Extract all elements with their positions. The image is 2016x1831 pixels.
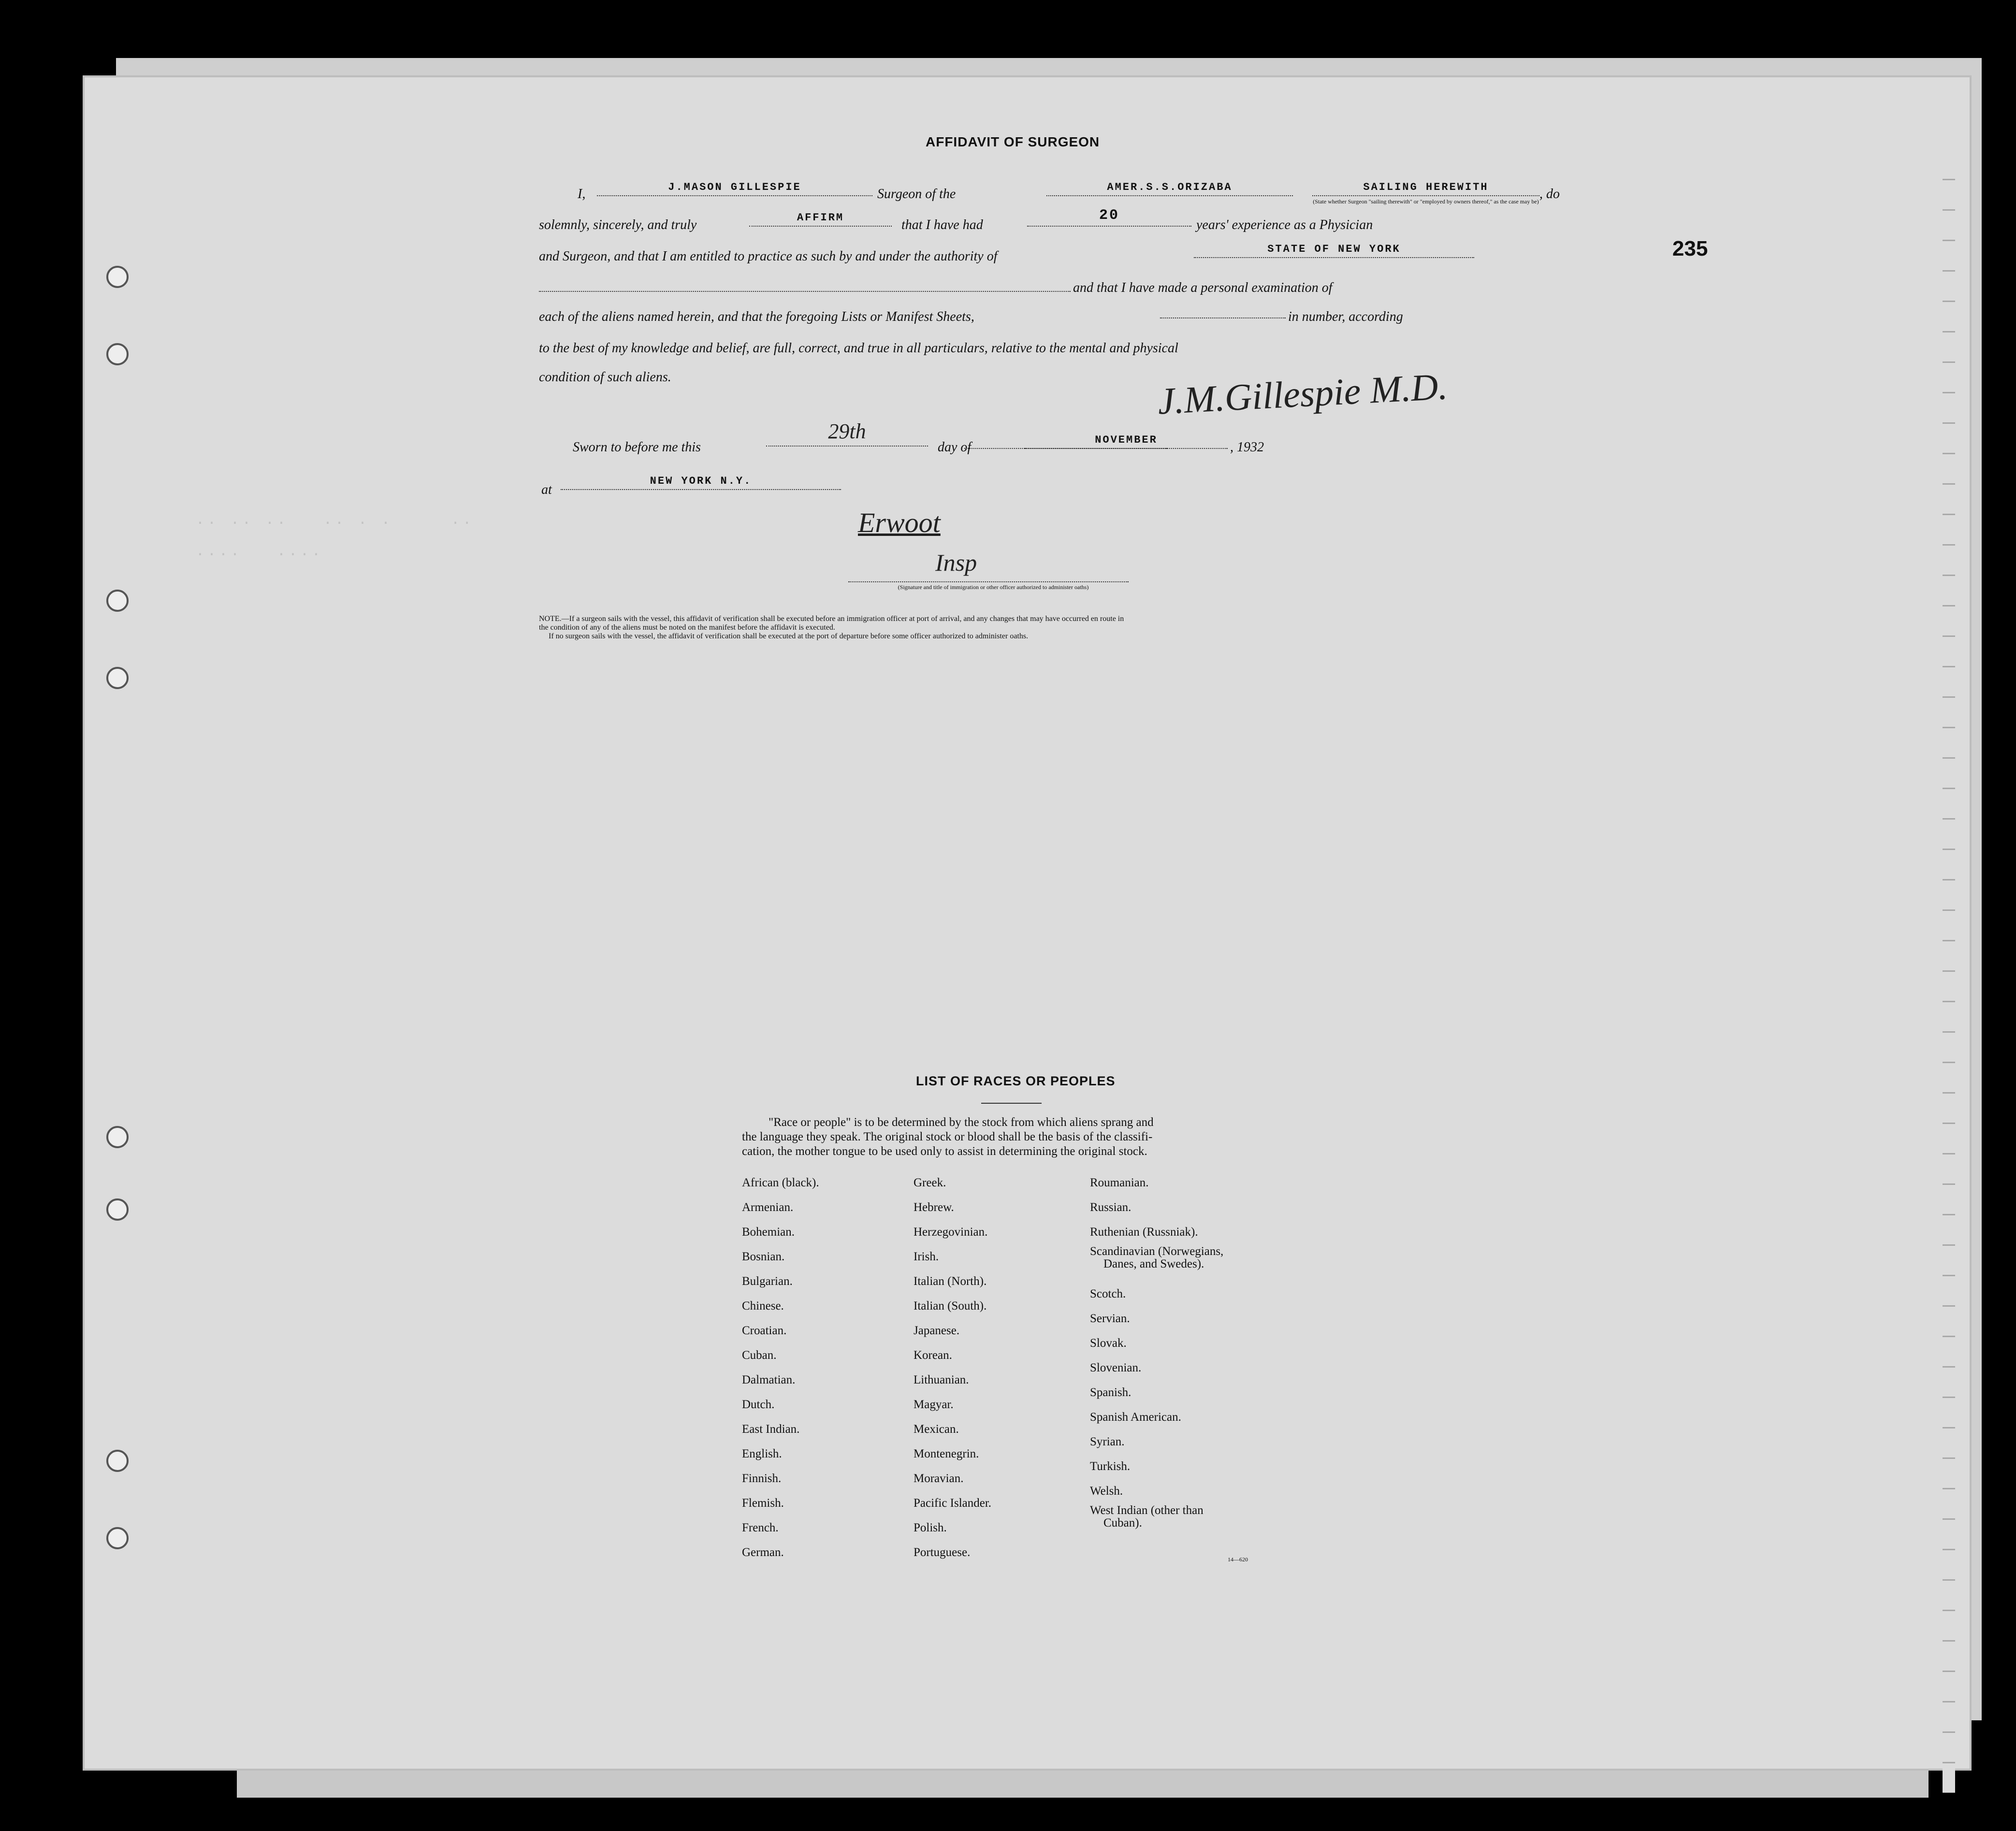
surgeon-signature: J.M.Gillespie M.D. [1157, 365, 1449, 422]
binder-hole [106, 1450, 129, 1472]
race-item: Chinese. [742, 1299, 784, 1312]
affidavit-title: AFFIDAVIT OF SURGEON [926, 134, 1100, 149]
race-item: French. [742, 1521, 779, 1534]
race-item: Moravian. [914, 1472, 964, 1485]
race-item: Servian. [1090, 1312, 1130, 1325]
race-item: Spanish. [1090, 1386, 1131, 1399]
race-item: Cuban. [742, 1349, 777, 1362]
binder-hole [106, 343, 129, 365]
race-item: Montenegrin. [914, 1447, 979, 1460]
text-surgeon-of: Surgeon of the [877, 187, 956, 202]
race-item: Slovak. [1090, 1337, 1127, 1350]
sheets-count-field [1160, 301, 1286, 318]
race-item: Armenian. [742, 1201, 794, 1214]
place-field: NEW YORK N.Y. [561, 473, 841, 490]
surgeon-name-field: J.MASON GILLESPIE [597, 179, 872, 196]
text-and-surgeon: and Surgeon, and that I am entitled to practice as such by and under the authority of [539, 249, 998, 264]
affidavit-note [539, 615, 1568, 641]
binder-hole [106, 667, 129, 689]
race-item: Bohemian. [742, 1225, 795, 1239]
race-item: Welsh. [1090, 1485, 1123, 1498]
text-day-of: day of [938, 440, 972, 455]
race-item: Turkish. [1090, 1460, 1131, 1473]
race-item: Bulgarian. [742, 1275, 793, 1288]
bleed-through-text: .... .... [196, 544, 324, 560]
races-title: LIST OF RACES OR PEOPLES [916, 1074, 1116, 1088]
affirm-field: AFFIRM [749, 209, 892, 227]
text-condition: condition of such aliens. [539, 370, 671, 385]
race-item: East Indian. [742, 1423, 800, 1436]
races-column-1 [742, 1170, 819, 1565]
binder-hole [106, 1126, 129, 1148]
race-item: Roumanian. [1090, 1176, 1149, 1189]
race-item: Irish. [914, 1250, 939, 1263]
race-item: Spanish American. [1090, 1411, 1181, 1424]
text-each-of-aliens: each of the aliens named herein, and that the foregoing Lists or Manifest Sheets, [539, 309, 974, 324]
race-item: Polish. [914, 1521, 947, 1534]
races-intro-line: "Race or people" is to be determined by the stock from which aliens sprang and [769, 1116, 1154, 1129]
text-at: at [541, 482, 552, 497]
text-in-number: in number, according [1288, 309, 1403, 324]
race-item: Slovenian. [1090, 1361, 1142, 1374]
race-item: Japanese. [914, 1324, 960, 1337]
race-item: German. [742, 1546, 784, 1559]
race-item: Russian. [1090, 1201, 1131, 1214]
years-field: 20 [1027, 209, 1191, 227]
binder-hole [106, 1527, 129, 1549]
race-item: Scandinavian (Norwegians, [1090, 1245, 1224, 1258]
race-item: Greek. [914, 1176, 946, 1189]
race-item: Portuguese. [914, 1546, 971, 1559]
race-item: Italian (South). [914, 1299, 987, 1312]
race-item: Italian (North). [914, 1275, 987, 1288]
race-item: Danes, and Swedes). [1103, 1257, 1204, 1270]
officer-caption: (Signature and title of immigration or other officer authorized to administer oaths) [898, 584, 1089, 591]
race-item: Syrian. [1090, 1435, 1125, 1448]
officer-signature: Erwoot [858, 507, 941, 538]
race-item: Pacific Islander. [914, 1497, 992, 1510]
race-item: Mexican. [914, 1423, 959, 1436]
sworn-month-field: NOVEMBER [1025, 432, 1228, 449]
race-item: Dutch. [742, 1398, 775, 1411]
race-item: Dalmatian. [742, 1373, 796, 1386]
text-best-of-knowledge: to the best of my knowledge and belief, are full, correct, and true in all particulars, relative to the mental and physical [539, 341, 1178, 356]
race-item: Finnish. [742, 1472, 782, 1485]
note-line: If no surgeon sails with the vessel, the affidavit of verification shall be executed at the port of departure before some officer authorized to administer oaths. [549, 632, 1029, 640]
text-do: , do [1539, 187, 1560, 202]
race-item: Herzegovinian. [914, 1225, 988, 1239]
races-intro [742, 1115, 1356, 1159]
text-year: , 1932 [1230, 440, 1264, 455]
document-page [85, 77, 1970, 1769]
race-item: Magyar. [914, 1398, 954, 1411]
sailing-note: (State whether Surgeon "sailing therewith" or "employed by owners thereof," as the case may be) [1313, 198, 1539, 205]
races-column-2 [914, 1170, 991, 1565]
authority-field: STATE OF NEW YORK [1194, 241, 1474, 258]
officer-title: Insp [935, 549, 977, 576]
page-number: 235 [1672, 237, 1708, 260]
text-personal-examination: and that I have made a personal examination of [1073, 280, 1333, 295]
race-item: West Indian (other than [1090, 1504, 1204, 1517]
text-have-had: that I have had [901, 217, 983, 232]
binder-hole [106, 590, 129, 612]
bleed-through-text: .. .. .. .. . . .. [196, 512, 475, 529]
race-item: Cuban). [1103, 1516, 1142, 1529]
race-item: Hebrew. [914, 1201, 954, 1214]
note-line: the condition of any of the aliens must be noted on the manifest before the affidavit is executed. [539, 623, 835, 632]
sailing-field: SAILING HEREWITH [1312, 179, 1539, 196]
race-item: Lithuanian. [914, 1373, 969, 1386]
sworn-day-field: 29th [766, 429, 928, 447]
race-item: Bosnian. [742, 1250, 785, 1263]
races-intro-line: the language they speak. The original stock or blood shall be the basis of the classifi- [742, 1130, 1153, 1143]
form-code: 14—620 [1228, 1556, 1248, 1563]
binder-hole [106, 1198, 129, 1221]
race-item: English. [742, 1447, 782, 1460]
note-line: NOTE.—If a surgeon sails with the vessel, this affidavit of verification shall be executed before an immigration officer at port of arrival, and any changes that may have occurred en route in [539, 615, 1124, 623]
ship-field: AMER.S.S.ORIZABA [1046, 179, 1293, 196]
race-item: Flemish. [742, 1497, 784, 1510]
binder-hole [106, 266, 129, 288]
races-title-rule [981, 1103, 1042, 1104]
text-years-experience: years' experience as a Physician [1196, 217, 1373, 232]
race-item: Scotch. [1090, 1287, 1126, 1300]
text-i: I, [578, 187, 586, 202]
text-sworn: Sworn to before me this [573, 440, 701, 455]
race-item: African (black). [742, 1176, 819, 1189]
officer-signature-line [848, 581, 1129, 582]
races-column-3 [1090, 1170, 1223, 1530]
race-item: Korean. [914, 1349, 952, 1362]
right-ruled-edge [1943, 150, 1955, 1793]
race-item: Ruthenian (Russniak). [1090, 1225, 1198, 1239]
race-item: Croatian. [742, 1324, 787, 1337]
authority-continued-field [539, 274, 1071, 292]
races-intro-line: cation, the mother tongue to be used only to assist in determining the original stock. [742, 1145, 1147, 1158]
text-solemnly: solemnly, sincerely, and truly [539, 217, 697, 232]
